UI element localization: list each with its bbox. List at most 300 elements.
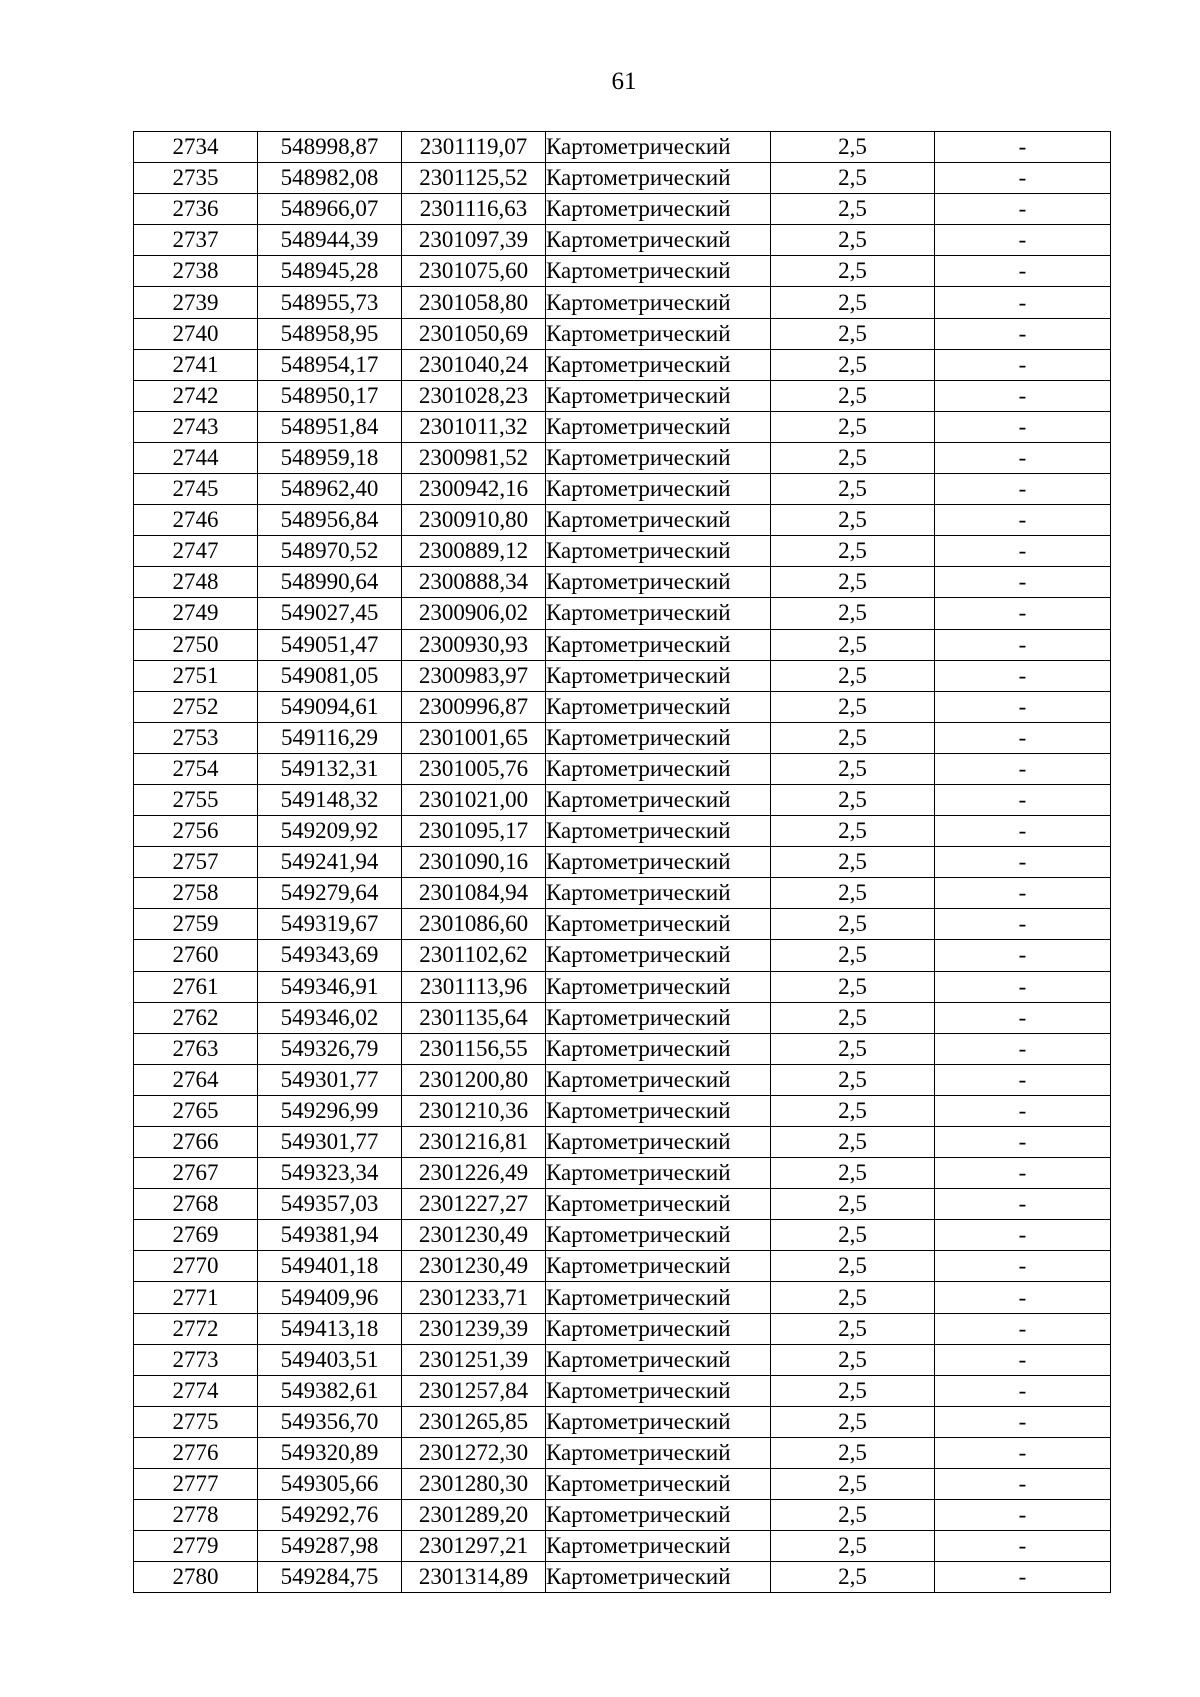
- table-row: [134, 1406, 1111, 1437]
- description-cell: -: [935, 225, 1111, 256]
- coordinates-table: [133, 131, 1111, 1593]
- method-cell: Картометрический: [546, 1562, 771, 1593]
- description-cell: -: [935, 691, 1111, 722]
- point-number-cell: 2746: [134, 505, 258, 536]
- description-cell: -: [935, 1220, 1111, 1251]
- accuracy-cell: 2,5: [771, 1220, 935, 1251]
- point-number-cell: 2745: [134, 474, 258, 505]
- accuracy-cell: 2,5: [771, 1375, 935, 1406]
- x-coordinate-cell: 548951,84: [258, 411, 402, 442]
- y-coordinate-cell: 2301216,81: [402, 1127, 546, 1158]
- point-number-cell: 2760: [134, 940, 258, 971]
- table-row: [134, 256, 1111, 287]
- method-cell: Картометрический: [546, 753, 771, 784]
- y-coordinate-cell: 2301297,21: [402, 1531, 546, 1562]
- x-coordinate-cell: 549051,47: [258, 629, 402, 660]
- x-coordinate-cell: 549279,64: [258, 878, 402, 909]
- point-number-cell: 2740: [134, 318, 258, 349]
- point-number-cell: 2761: [134, 971, 258, 1002]
- y-coordinate-cell: 2301289,20: [402, 1500, 546, 1531]
- table-row: [134, 163, 1111, 194]
- point-number-cell: 2762: [134, 1002, 258, 1033]
- x-coordinate-cell: 549094,61: [258, 691, 402, 722]
- method-cell: Картометрический: [546, 1127, 771, 1158]
- description-cell: -: [935, 1064, 1111, 1095]
- y-coordinate-cell: 2300942,16: [402, 474, 546, 505]
- description-cell: -: [935, 1469, 1111, 1500]
- point-number-cell: 2771: [134, 1282, 258, 1313]
- point-number-cell: 2749: [134, 598, 258, 629]
- table-row: [134, 816, 1111, 847]
- y-coordinate-cell: 2301226,49: [402, 1158, 546, 1189]
- table-row: [134, 287, 1111, 318]
- table-row: [134, 474, 1111, 505]
- x-coordinate-cell: 549301,77: [258, 1064, 402, 1095]
- description-cell: -: [935, 1375, 1111, 1406]
- point-number-cell: 2734: [134, 132, 258, 163]
- description-cell: -: [935, 1562, 1111, 1593]
- method-cell: Картометрический: [546, 1158, 771, 1189]
- y-coordinate-cell: 2301125,52: [402, 163, 546, 194]
- method-cell: Картометрический: [546, 1344, 771, 1375]
- point-number-cell: 2747: [134, 536, 258, 567]
- method-cell: Картометрический: [546, 660, 771, 691]
- accuracy-cell: 2,5: [771, 1064, 935, 1095]
- y-coordinate-cell: 2301314,89: [402, 1562, 546, 1593]
- point-number-cell: 2774: [134, 1375, 258, 1406]
- y-coordinate-cell: 2301058,80: [402, 287, 546, 318]
- method-cell: Картометрический: [546, 1500, 771, 1531]
- x-coordinate-cell: 548955,73: [258, 287, 402, 318]
- x-coordinate-cell: 549346,02: [258, 1002, 402, 1033]
- y-coordinate-cell: 2301210,36: [402, 1095, 546, 1126]
- accuracy-cell: 2,5: [771, 1158, 935, 1189]
- y-coordinate-cell: 2301135,64: [402, 1002, 546, 1033]
- point-number-cell: 2765: [134, 1095, 258, 1126]
- description-cell: -: [935, 318, 1111, 349]
- table-row: [134, 1282, 1111, 1313]
- y-coordinate-cell: 2301119,07: [402, 132, 546, 163]
- description-cell: -: [935, 722, 1111, 753]
- point-number-cell: 2764: [134, 1064, 258, 1095]
- accuracy-cell: 2,5: [771, 1562, 935, 1593]
- point-number-cell: 2766: [134, 1127, 258, 1158]
- table-row: [134, 1375, 1111, 1406]
- description-cell: -: [935, 256, 1111, 287]
- page-number: 61: [611, 68, 637, 95]
- y-coordinate-cell: 2301040,24: [402, 349, 546, 380]
- accuracy-cell: 2,5: [771, 940, 935, 971]
- description-cell: -: [935, 505, 1111, 536]
- description-cell: -: [935, 1313, 1111, 1344]
- method-cell: Картометрический: [546, 567, 771, 598]
- method-cell: Картометрический: [546, 256, 771, 287]
- accuracy-cell: 2,5: [771, 318, 935, 349]
- y-coordinate-cell: 2301257,84: [402, 1375, 546, 1406]
- method-cell: Картометрический: [546, 971, 771, 1002]
- x-coordinate-cell: 549357,03: [258, 1189, 402, 1220]
- table-row: [134, 349, 1111, 380]
- point-number-cell: 2768: [134, 1189, 258, 1220]
- description-cell: -: [935, 940, 1111, 971]
- x-coordinate-cell: 549301,77: [258, 1127, 402, 1158]
- accuracy-cell: 2,5: [771, 163, 935, 194]
- description-cell: -: [935, 287, 1111, 318]
- method-cell: Картометрический: [546, 411, 771, 442]
- accuracy-cell: 2,5: [771, 1313, 935, 1344]
- accuracy-cell: 2,5: [771, 380, 935, 411]
- description-cell: -: [935, 878, 1111, 909]
- method-cell: Картометрический: [546, 536, 771, 567]
- description-cell: -: [935, 132, 1111, 163]
- accuracy-cell: 2,5: [771, 847, 935, 878]
- point-number-cell: 2744: [134, 442, 258, 473]
- point-number-cell: 2752: [134, 691, 258, 722]
- x-coordinate-cell: 549413,18: [258, 1313, 402, 1344]
- x-coordinate-cell: 548944,39: [258, 225, 402, 256]
- method-cell: Картометрический: [546, 1437, 771, 1468]
- point-number-cell: 2753: [134, 722, 258, 753]
- description-cell: -: [935, 442, 1111, 473]
- x-coordinate-cell: 548954,17: [258, 349, 402, 380]
- point-number-cell: 2754: [134, 753, 258, 784]
- table-row: [134, 1189, 1111, 1220]
- x-coordinate-cell: 548945,28: [258, 256, 402, 287]
- description-cell: -: [935, 380, 1111, 411]
- x-coordinate-cell: 549292,76: [258, 1500, 402, 1531]
- point-number-cell: 2758: [134, 878, 258, 909]
- method-cell: Картометрический: [546, 847, 771, 878]
- accuracy-cell: 2,5: [771, 567, 935, 598]
- x-coordinate-cell: 548966,07: [258, 194, 402, 225]
- point-number-cell: 2759: [134, 909, 258, 940]
- table-row: [134, 1220, 1111, 1251]
- accuracy-cell: 2,5: [771, 1251, 935, 1282]
- point-number-cell: 2776: [134, 1437, 258, 1468]
- x-coordinate-cell: 549081,05: [258, 660, 402, 691]
- description-cell: -: [935, 194, 1111, 225]
- y-coordinate-cell: 2301113,96: [402, 971, 546, 1002]
- point-number-cell: 2770: [134, 1251, 258, 1282]
- accuracy-cell: 2,5: [771, 1282, 935, 1313]
- y-coordinate-cell: 2301156,55: [402, 1033, 546, 1064]
- y-coordinate-cell: 2301233,71: [402, 1282, 546, 1313]
- point-number-cell: 2757: [134, 847, 258, 878]
- accuracy-cell: 2,5: [771, 1469, 935, 1500]
- x-coordinate-cell: 549132,31: [258, 753, 402, 784]
- point-number-cell: 2756: [134, 816, 258, 847]
- method-cell: Картометрический: [546, 1375, 771, 1406]
- method-cell: Картометрический: [546, 1313, 771, 1344]
- method-cell: Картометрический: [546, 318, 771, 349]
- accuracy-cell: 2,5: [771, 287, 935, 318]
- y-coordinate-cell: 2301251,39: [402, 1344, 546, 1375]
- y-coordinate-cell: 2301102,62: [402, 940, 546, 971]
- table-row: [134, 318, 1111, 349]
- accuracy-cell: 2,5: [771, 753, 935, 784]
- y-coordinate-cell: 2301272,30: [402, 1437, 546, 1468]
- x-coordinate-cell: 549241,94: [258, 847, 402, 878]
- x-coordinate-cell: 549284,75: [258, 1562, 402, 1593]
- table-row: [134, 536, 1111, 567]
- table-row: [134, 380, 1111, 411]
- table-row: [134, 722, 1111, 753]
- table-row: [134, 1002, 1111, 1033]
- method-cell: Картометрический: [546, 909, 771, 940]
- method-cell: Картометрический: [546, 784, 771, 815]
- accuracy-cell: 2,5: [771, 784, 935, 815]
- accuracy-cell: 2,5: [771, 536, 935, 567]
- x-coordinate-cell: 549403,51: [258, 1344, 402, 1375]
- accuracy-cell: 2,5: [771, 1500, 935, 1531]
- description-cell: -: [935, 1189, 1111, 1220]
- table-row: [134, 567, 1111, 598]
- accuracy-cell: 2,5: [771, 971, 935, 1002]
- table-row: [134, 1500, 1111, 1531]
- table-row: [134, 1313, 1111, 1344]
- accuracy-cell: 2,5: [771, 629, 935, 660]
- x-coordinate-cell: 549320,89: [258, 1437, 402, 1468]
- point-number-cell: 2748: [134, 567, 258, 598]
- table-row: [134, 940, 1111, 971]
- point-number-cell: 2736: [134, 194, 258, 225]
- accuracy-cell: 2,5: [771, 1437, 935, 1468]
- description-cell: -: [935, 1251, 1111, 1282]
- accuracy-cell: 2,5: [771, 1127, 935, 1158]
- accuracy-cell: 2,5: [771, 1344, 935, 1375]
- method-cell: Картометрический: [546, 1189, 771, 1220]
- description-cell: -: [935, 1531, 1111, 1562]
- x-coordinate-cell: 549401,18: [258, 1251, 402, 1282]
- y-coordinate-cell: 2301005,76: [402, 753, 546, 784]
- point-number-cell: 2780: [134, 1562, 258, 1593]
- method-cell: Картометрический: [546, 1033, 771, 1064]
- point-number-cell: 2773: [134, 1344, 258, 1375]
- accuracy-cell: 2,5: [771, 132, 935, 163]
- y-coordinate-cell: 2301084,94: [402, 878, 546, 909]
- x-coordinate-cell: 548958,95: [258, 318, 402, 349]
- method-cell: Картометрический: [546, 380, 771, 411]
- accuracy-cell: 2,5: [771, 816, 935, 847]
- description-cell: -: [935, 474, 1111, 505]
- accuracy-cell: 2,5: [771, 1033, 935, 1064]
- table-row: [134, 847, 1111, 878]
- table-row: [134, 1064, 1111, 1095]
- description-cell: -: [935, 1095, 1111, 1126]
- table-row: [134, 629, 1111, 660]
- accuracy-cell: 2,5: [771, 225, 935, 256]
- table-row: [134, 971, 1111, 1002]
- x-coordinate-cell: 548998,87: [258, 132, 402, 163]
- point-number-cell: 2743: [134, 411, 258, 442]
- point-number-cell: 2777: [134, 1469, 258, 1500]
- point-number-cell: 2741: [134, 349, 258, 380]
- accuracy-cell: 2,5: [771, 1531, 935, 1562]
- x-coordinate-cell: 549381,94: [258, 1220, 402, 1251]
- point-number-cell: 2735: [134, 163, 258, 194]
- method-cell: Картометрический: [546, 878, 771, 909]
- method-cell: Картометрический: [546, 505, 771, 536]
- method-cell: Картометрический: [546, 1282, 771, 1313]
- description-cell: -: [935, 816, 1111, 847]
- table-row: [134, 225, 1111, 256]
- table-row: [134, 691, 1111, 722]
- method-cell: Картометрический: [546, 1220, 771, 1251]
- table-row: [134, 1562, 1111, 1593]
- method-cell: Картометрический: [546, 163, 771, 194]
- method-cell: Картометрический: [546, 1251, 771, 1282]
- x-coordinate-cell: 549027,45: [258, 598, 402, 629]
- description-cell: -: [935, 598, 1111, 629]
- x-coordinate-cell: 548950,17: [258, 380, 402, 411]
- method-cell: Картометрический: [546, 1531, 771, 1562]
- accuracy-cell: 2,5: [771, 1189, 935, 1220]
- accuracy-cell: 2,5: [771, 411, 935, 442]
- table-body: [134, 132, 1111, 1593]
- y-coordinate-cell: 2300983,97: [402, 660, 546, 691]
- description-cell: -: [935, 660, 1111, 691]
- x-coordinate-cell: 549323,34: [258, 1158, 402, 1189]
- description-cell: -: [935, 1033, 1111, 1064]
- method-cell: Картометрический: [546, 349, 771, 380]
- accuracy-cell: 2,5: [771, 1406, 935, 1437]
- y-coordinate-cell: 2301097,39: [402, 225, 546, 256]
- x-coordinate-cell: 549209,92: [258, 816, 402, 847]
- method-cell: Картометрический: [546, 1406, 771, 1437]
- x-coordinate-cell: 549287,98: [258, 1531, 402, 1562]
- table-row: [134, 1437, 1111, 1468]
- y-coordinate-cell: 2301116,63: [402, 194, 546, 225]
- description-cell: -: [935, 411, 1111, 442]
- y-coordinate-cell: 2301086,60: [402, 909, 546, 940]
- table-row: [134, 1344, 1111, 1375]
- y-coordinate-cell: 2301011,32: [402, 411, 546, 442]
- description-cell: -: [935, 1406, 1111, 1437]
- table-row: [134, 1531, 1111, 1562]
- y-coordinate-cell: 2301075,60: [402, 256, 546, 287]
- method-cell: Картометрический: [546, 598, 771, 629]
- method-cell: Картометрический: [546, 1095, 771, 1126]
- method-cell: Картометрический: [546, 940, 771, 971]
- accuracy-cell: 2,5: [771, 909, 935, 940]
- method-cell: Картометрический: [546, 1064, 771, 1095]
- table-row: [134, 1158, 1111, 1189]
- table-row: [134, 1251, 1111, 1282]
- method-cell: Картометрический: [546, 225, 771, 256]
- point-number-cell: 2772: [134, 1313, 258, 1344]
- x-coordinate-cell: 549296,99: [258, 1095, 402, 1126]
- point-number-cell: 2755: [134, 784, 258, 815]
- table-row: [134, 753, 1111, 784]
- table-row: [134, 132, 1111, 163]
- method-cell: Картометрический: [546, 722, 771, 753]
- accuracy-cell: 2,5: [771, 256, 935, 287]
- description-cell: -: [935, 163, 1111, 194]
- method-cell: Картометрический: [546, 442, 771, 473]
- description-cell: -: [935, 349, 1111, 380]
- y-coordinate-cell: 2301280,30: [402, 1469, 546, 1500]
- x-coordinate-cell: 549409,96: [258, 1282, 402, 1313]
- y-coordinate-cell: 2301230,49: [402, 1251, 546, 1282]
- x-coordinate-cell: 549305,66: [258, 1469, 402, 1500]
- y-coordinate-cell: 2301021,00: [402, 784, 546, 815]
- table-row: [134, 878, 1111, 909]
- point-number-cell: 2737: [134, 225, 258, 256]
- description-cell: -: [935, 753, 1111, 784]
- description-cell: -: [935, 567, 1111, 598]
- description-cell: -: [935, 784, 1111, 815]
- accuracy-cell: 2,5: [771, 878, 935, 909]
- description-cell: -: [935, 1500, 1111, 1531]
- y-coordinate-cell: 2300888,34: [402, 567, 546, 598]
- y-coordinate-cell: 2301095,17: [402, 816, 546, 847]
- method-cell: Картометрический: [546, 691, 771, 722]
- y-coordinate-cell: 2301090,16: [402, 847, 546, 878]
- x-coordinate-cell: 548982,08: [258, 163, 402, 194]
- x-coordinate-cell: 549148,32: [258, 784, 402, 815]
- y-coordinate-cell: 2301200,80: [402, 1064, 546, 1095]
- table-row: [134, 1127, 1111, 1158]
- accuracy-cell: 2,5: [771, 660, 935, 691]
- table-row: [134, 411, 1111, 442]
- table-row: [134, 1095, 1111, 1126]
- method-cell: Картометрический: [546, 816, 771, 847]
- method-cell: Картометрический: [546, 474, 771, 505]
- method-cell: Картометрический: [546, 132, 771, 163]
- x-coordinate-cell: 548970,52: [258, 536, 402, 567]
- table-row: [134, 505, 1111, 536]
- point-number-cell: 2779: [134, 1531, 258, 1562]
- y-coordinate-cell: 2301230,49: [402, 1220, 546, 1251]
- point-number-cell: 2767: [134, 1158, 258, 1189]
- x-coordinate-cell: 548959,18: [258, 442, 402, 473]
- x-coordinate-cell: 549346,91: [258, 971, 402, 1002]
- point-number-cell: 2769: [134, 1220, 258, 1251]
- accuracy-cell: 2,5: [771, 474, 935, 505]
- y-coordinate-cell: 2301227,27: [402, 1189, 546, 1220]
- accuracy-cell: 2,5: [771, 722, 935, 753]
- description-cell: -: [935, 629, 1111, 660]
- y-coordinate-cell: 2300996,87: [402, 691, 546, 722]
- x-coordinate-cell: 549326,79: [258, 1033, 402, 1064]
- point-number-cell: 2742: [134, 380, 258, 411]
- accuracy-cell: 2,5: [771, 691, 935, 722]
- description-cell: -: [935, 1002, 1111, 1033]
- description-cell: -: [935, 1158, 1111, 1189]
- table-row: [134, 1033, 1111, 1064]
- description-cell: -: [935, 909, 1111, 940]
- table-row: [134, 194, 1111, 225]
- point-number-cell: 2739: [134, 287, 258, 318]
- y-coordinate-cell: 2301050,69: [402, 318, 546, 349]
- method-cell: Картометрический: [546, 629, 771, 660]
- table-row: [134, 442, 1111, 473]
- method-cell: Картометрический: [546, 1002, 771, 1033]
- point-number-cell: 2738: [134, 256, 258, 287]
- y-coordinate-cell: 2300889,12: [402, 536, 546, 567]
- x-coordinate-cell: 549319,67: [258, 909, 402, 940]
- description-cell: -: [935, 1282, 1111, 1313]
- x-coordinate-cell: 549356,70: [258, 1406, 402, 1437]
- y-coordinate-cell: 2300981,52: [402, 442, 546, 473]
- description-cell: -: [935, 971, 1111, 1002]
- y-coordinate-cell: 2301001,65: [402, 722, 546, 753]
- point-number-cell: 2775: [134, 1406, 258, 1437]
- point-number-cell: 2763: [134, 1033, 258, 1064]
- accuracy-cell: 2,5: [771, 194, 935, 225]
- y-coordinate-cell: 2301265,85: [402, 1406, 546, 1437]
- description-cell: -: [935, 847, 1111, 878]
